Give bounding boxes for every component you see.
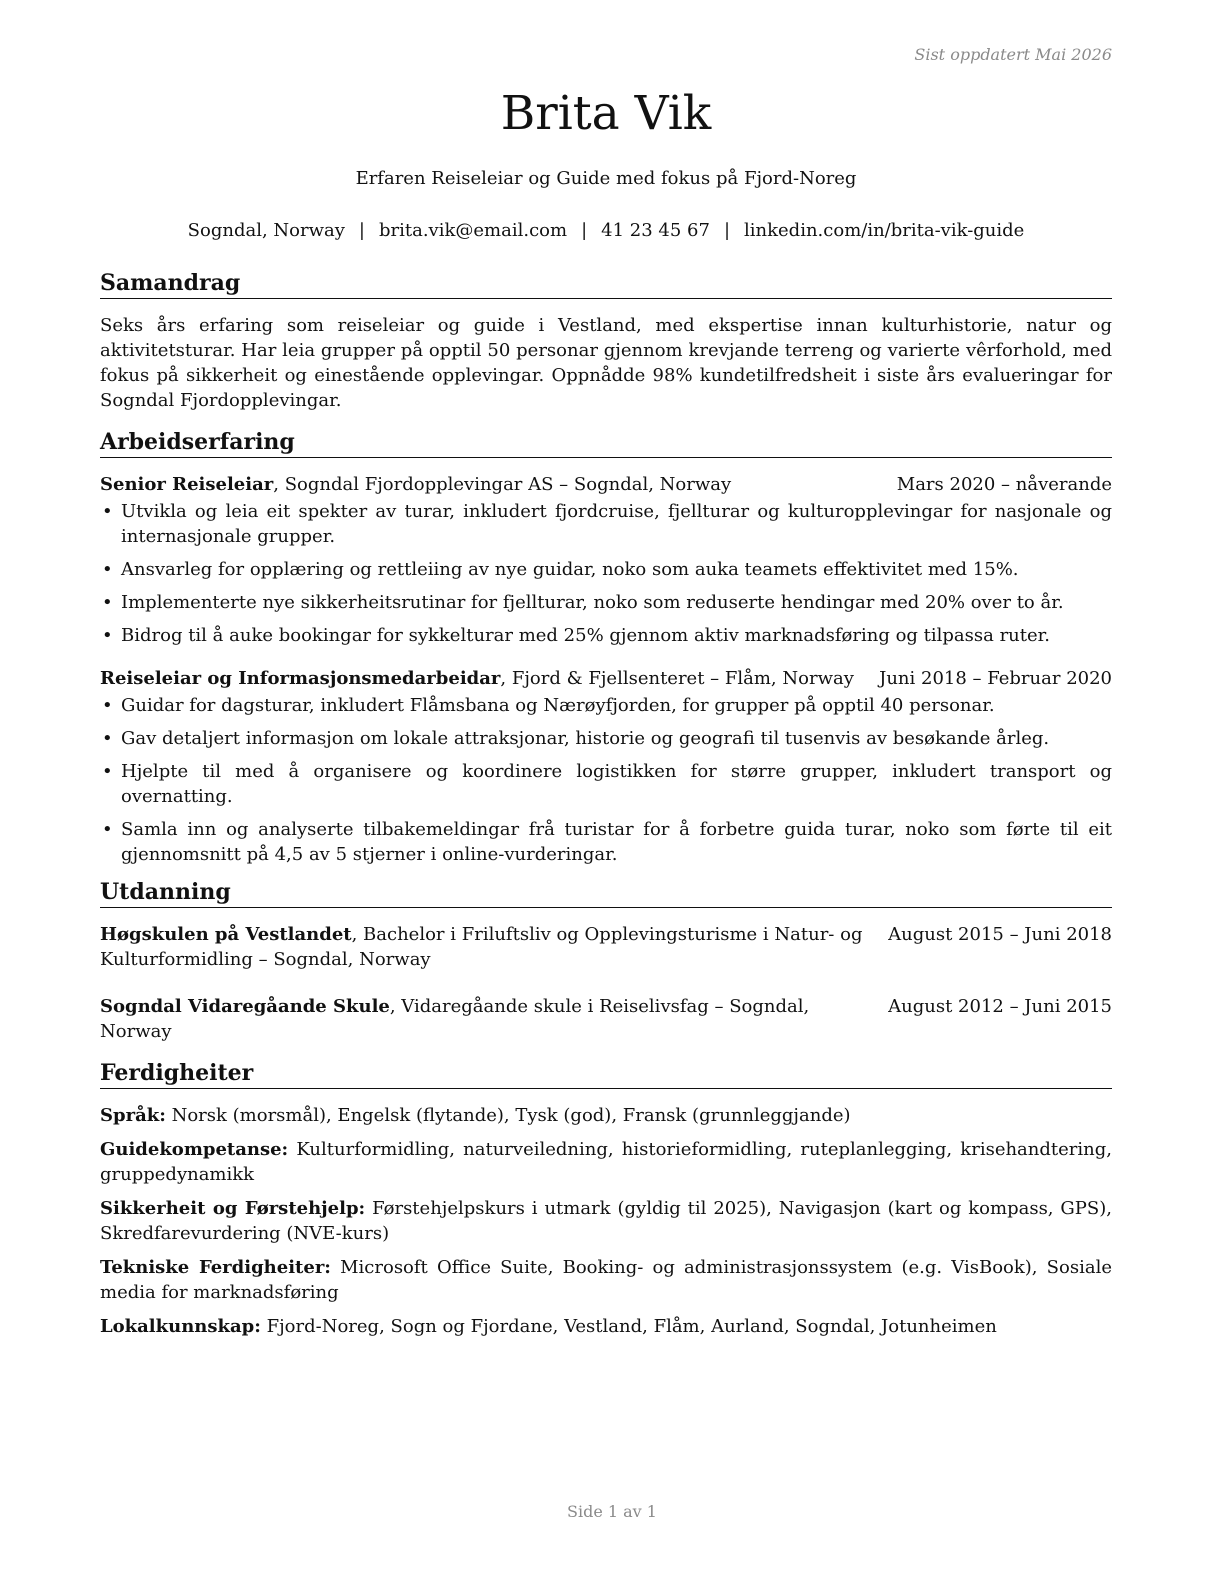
job-role: Senior Reiseleiar (100, 474, 274, 495)
last-updated-note: Sist oppdatert Mai 2026 (914, 45, 1112, 64)
skill-label: Tekniske Ferdigheiter: (100, 1257, 331, 1278)
candidate-tagline: Erfaren Reiseleiar og Guide med fokus på Fjord-Noreg (355, 168, 857, 189)
section-heading-experience: Arbeidserfaring (100, 427, 1112, 458)
job-bullets (100, 693, 1112, 867)
skill-row (100, 1103, 1112, 1128)
job-header (100, 666, 1112, 691)
skill-text: Kulturformidling, naturveiledning, historieformidling, ruteplanlegging, krisehandtering, gruppedynamikk (100, 1139, 1112, 1185)
contact-linkedin[interactable]: linkedin.com/in/brita-vik-guide (744, 220, 1025, 241)
education-dates: August 2012 – Juni 2015 (888, 996, 1112, 1017)
job-bullet: • Ansvarleg for opplæring og rettleiing av nye guidar, noko som auka teamets effektivitet med 15%. (100, 557, 1112, 582)
education-title-line (100, 922, 888, 972)
skill-label: Språk: (100, 1105, 166, 1126)
summary-section (100, 268, 1112, 413)
contact-separator: | (358, 220, 365, 241)
experience-section (100, 427, 1112, 867)
job-role: Reiseleiar og Informasjonsmedarbeidar (100, 668, 501, 689)
contact-line (100, 220, 1112, 241)
skill-label: Lokalkunnskap: (100, 1316, 261, 1337)
job-bullet: • Samla inn og analyserte tilbakemeldingar frå turistar for å forbetre guida turar, noko som førte til eit gjennomsnitt på 4,5 av 5 stjerner i online-vurderingar. (100, 817, 1112, 867)
job-bullet: • Implementerte nye sikkerheitsrutinar for fjellturar, noko som reduserte hendingar med 20% over to år. (100, 590, 1112, 615)
contact-phone: 41 23 45 67 (601, 220, 710, 241)
education-entry (100, 994, 1112, 1044)
skill-text: Norsk (morsmål), Engelsk (flytande), Tysk (god), Fransk (grunnleggjande) (165, 1105, 851, 1126)
job-bullet: • Gav detaljert informasjon om lokale attraksjonar, historie og geografi til tusenvis av besøkande årleg. (100, 726, 1112, 751)
job-bullet: • Guidar for dagsturar, inkludert Flåmsbana og Nærøyfjorden, for grupper på opptil 40 personar. (100, 693, 1112, 718)
education-school: Høgskulen på Vestlandet (100, 924, 352, 945)
skill-text: Fjord-Noreg, Sogn og Fjordane, Vestland, Flåm, Aurland, Sogndal, Jotunheimen (260, 1316, 997, 1337)
education-section (100, 877, 1112, 1044)
contact-location: Sogndal, Norway (187, 220, 345, 241)
skill-row (100, 1314, 1112, 1339)
job-bullets (100, 499, 1112, 648)
job-title-line (100, 666, 879, 691)
skill-label: Sikkerheit og Førstehjelp: (100, 1198, 366, 1219)
summary-text: Seks års erfaring som reiseleiar og guide i Vestland, med ekspertise innan kulturhistorie, natur og aktivitetsturar. Har leia grupper på opptil 50 personar gjennom krevjande terreng og varierte vêrforhold, med fokus på sikkerheit og einestående opplevingar. Oppnådde 98% kundetilfredsheit i siste års evalueringar for Sogndal Fjordopplevingar. (100, 315, 1112, 411)
education-dates: August 2015 – Juni 2018 (888, 924, 1112, 945)
job-organization: , Fjord & Fjellsenteret – Flåm, Norway (500, 668, 854, 689)
job-dates: Mars 2020 – nåverande (896, 474, 1112, 495)
contact-separator: | (723, 220, 731, 241)
job-organization: , Sogndal Fjordopplevingar AS – Sogndal, Norway (273, 474, 732, 495)
skill-label: Guidekompetanse: (100, 1139, 289, 1160)
page-number: Side 1 av 1 (567, 1502, 657, 1521)
skill-row (100, 1196, 1112, 1246)
contact-separator: | (581, 220, 588, 241)
job-header (100, 472, 1112, 497)
job-dates: Juni 2018 – Februar 2020 (879, 668, 1112, 689)
job-entry (100, 472, 1112, 648)
education-detail: , Bachelor i Friluftsliv og Opplevingsturisme i Natur- og Kulturformidling – Sogndal, Norway (100, 924, 863, 970)
skill-text: Microsoft Office Suite, Booking- og administrasjonssystem (e.g. VisBook), Sosiale media for marknadsføring (100, 1257, 1112, 1303)
education-title-line (100, 994, 888, 1044)
job-bullet: • Utvikla og leia eit spekter av turar, inkludert fjordcruise, fjellturar og kulturopplevingar for nasjonale og internasjonale grupper. (100, 499, 1112, 549)
candidate-name: Brita Vik (500, 86, 712, 141)
section-heading-education: Utdanning (100, 877, 1112, 908)
education-school: Sogndal Vidaregåande Skule (100, 996, 390, 1017)
job-bullet: • Hjelpte til med å organisere og koordinere logistikken for større grupper, inkludert transport og overnatting. (100, 759, 1112, 809)
job-entry (100, 666, 1112, 867)
section-heading-skills: Ferdigheiter (100, 1058, 1112, 1089)
resume-body (100, 268, 1112, 1349)
skill-row (100, 1137, 1112, 1187)
job-title-line (100, 472, 897, 497)
skill-text: Førstehjelpskurs i utmark (gyldig til 2025), Navigasjon (kart og kompass, GPS), Skredfarevurdering (NVE-kurs) (100, 1198, 1112, 1244)
job-bullet: • Bidrog til å auke bookingar for sykkelturar med 25% gjennom aktiv marknadsføring og tilpassa ruter. (100, 623, 1112, 648)
skill-row (100, 1255, 1112, 1305)
skills-section (100, 1058, 1112, 1339)
education-detail: , Vidaregåande skule i Reiselivsfag – Sogndal, Norway (100, 996, 810, 1042)
education-entry (100, 922, 1112, 972)
section-heading-summary: Samandrag (100, 268, 1112, 299)
contact-email[interactable]: brita.vik@email.com (378, 220, 568, 241)
